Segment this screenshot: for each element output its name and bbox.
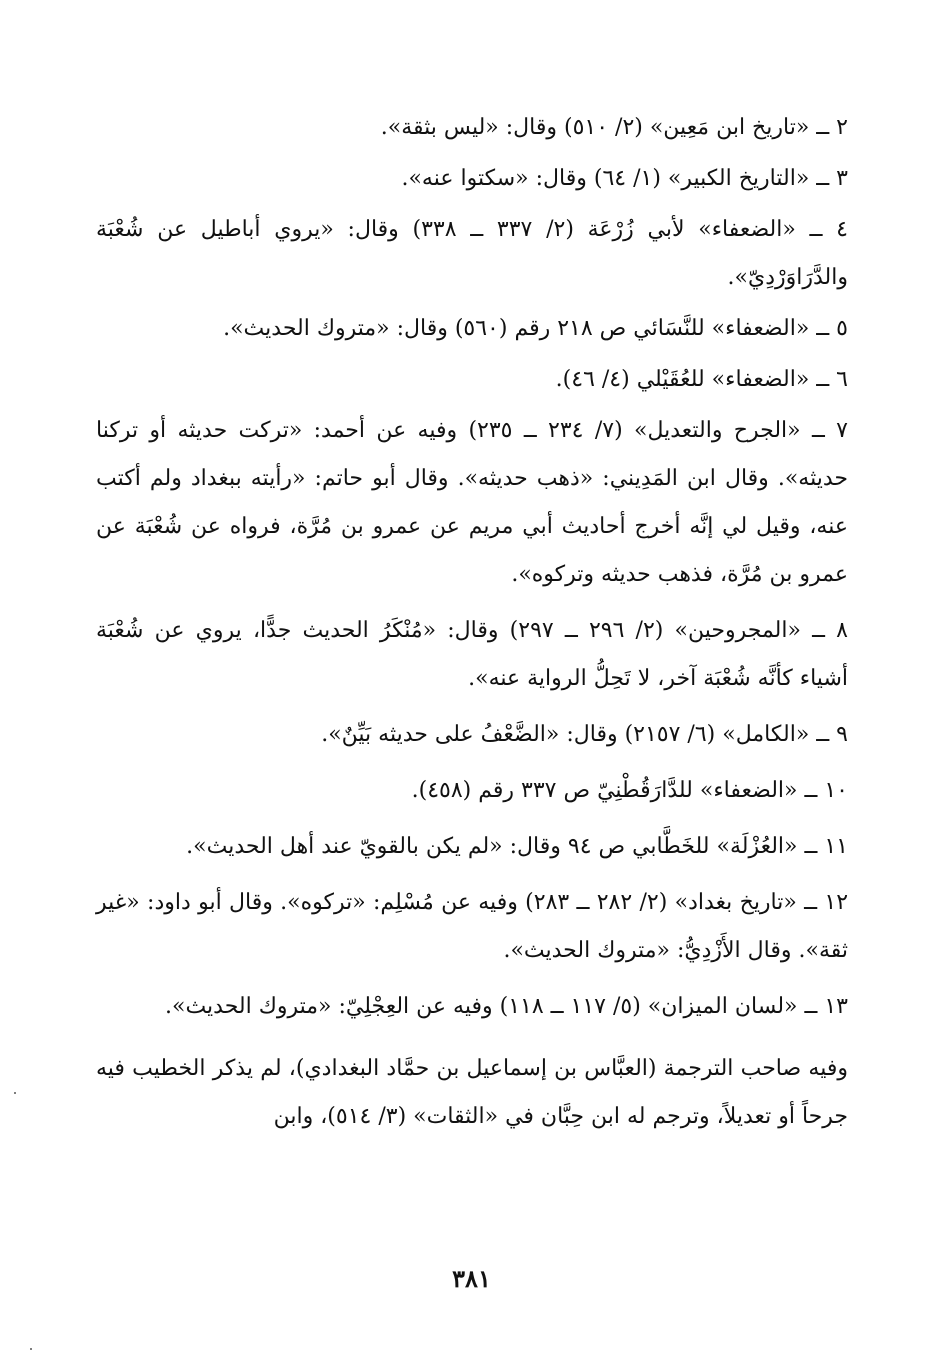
- closing-paragraph: وفيه صاحب الترجمة (العبَّاس بن إسماعيل بن حمَّاد البغدادي)، لم يذكر الخطيب فيه جرحاً أو تعديلاً، وترجم له ابن حِبَّان في «الثقات» (٣/ ٥١٤)، وابن: [96, 1056, 848, 1129]
- entry-10: ١٠ ــ «الضعفاء» للدَّارَقُطْنِيّ ص ٣٣٧ رقم (٤٥٨).: [411, 778, 848, 803]
- entry-3: ٣ ــ «التاريخ الكبير» (١/ ٦٤) وقال: «سكتوا عنه».: [401, 166, 848, 191]
- page-number: ٣٨١: [452, 1264, 491, 1293]
- entry-9: ٩ ــ «الكامل» (٦/ ٢١٥٧) وقال: «الضَّعْفُ على حديثه بَيِّنٌ».: [321, 722, 848, 747]
- entry-8: ٨ ــ «المجروحين» (٢/ ٢٩٦ ــ ٢٩٧) وقال: «مُنْكَرُ الحديث جدًّا، يروي عن شُعْبَة أشياء كأنَّه شُعْبَة آخر، لا تَحِلُّ الرواية عنه».: [96, 618, 848, 691]
- entry-2: ٢ ــ «تاريخ ابن مَعِين» (٢/ ٥١٠) وقال: «ليس بثقة».: [380, 115, 848, 140]
- footnote-list: [96, 104, 848, 1141]
- entry-7: ٧ ــ «الجرح والتعديل» (٧/ ٢٣٤ ــ ٢٣٥) وفيه عن أحمد: «تركت حديثه أو تركنا حديثه». وقال ابن المَدِيني: «ذهب حديثه». وقال أبو حاتم: «رأيته ببغداد ولم أكتب عنه، وقيل لي إنَّه أخرج أحاديث أبي مريم عن عمرو بن مُرَّة، فرواه عن شُعْبَة عن عمرو بن مُرَّة، فذهب حديثه وتركوه».: [96, 418, 848, 587]
- scan-speck: [14, 1092, 16, 1094]
- entry-4: ٤ ــ «الضعفاء» لأبي زُرْعَة (٢/ ٣٣٧ ــ ٣٣٨) وقال: «يروي أباطيل عن شُعْبَة والدَّرَاوَرْدِيّ».: [96, 217, 848, 290]
- entry-5: ٥ ــ «الضعفاء» للنَّسَائي ص ٢١٨ رقم (٥٦٠) وقال: «متروك الحديث».: [223, 316, 848, 341]
- entry-11: ١١ ــ «العُزْلَة» للخَطَّابي ص ٩٤ وقال: «لم يكن بالقويّ عند أهل الحديث».: [186, 834, 848, 859]
- scan-speck: [30, 1348, 32, 1350]
- entry-6: ٦ ــ «الضعفاء» للعُقَيْلي (٤/ ٤٦).: [555, 367, 848, 392]
- entry-13: ١٣ ــ «لسان الميزان» (٥/ ١١٧ ــ ١١٨) وفيه عن العِجْلِيّ: «متروك الحديث».: [165, 994, 848, 1019]
- entry-12: ١٢ ــ «تاريخ بغداد» (٢/ ٢٨٢ ــ ٢٨٣) وفيه عن مُسْلِم: «تركوه». وقال أبو داود: «غير ثقة». وقال الأَزْدِيُّ: «متروك الحديث».: [96, 890, 849, 963]
